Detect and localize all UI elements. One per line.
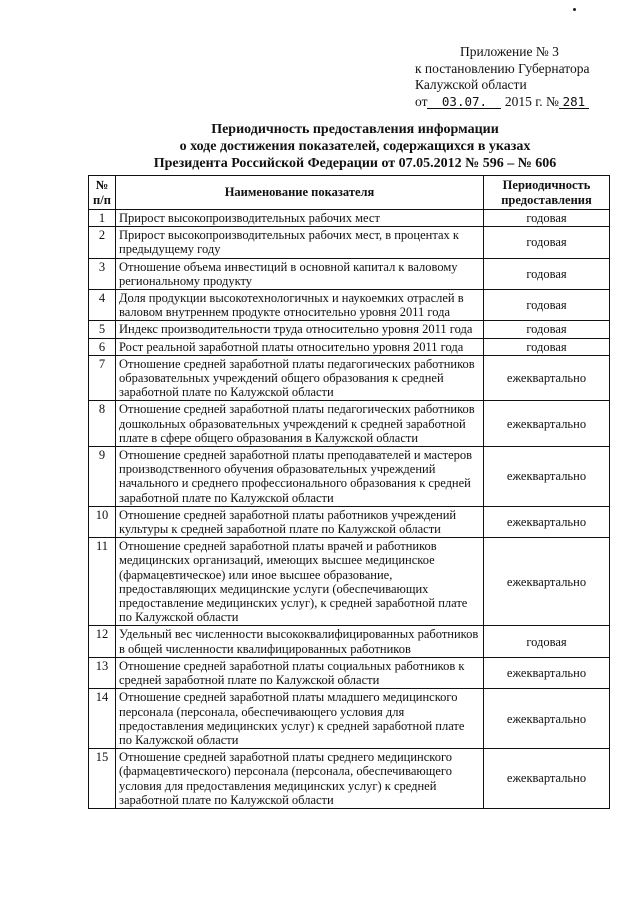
indicator-name: Отношение средней заработной платы преподавателей и мастеров производственного обучения образовательных учреждений начального и среднего профессионального образования к средней заработной плате по Калужской области: [116, 447, 484, 507]
date-value: 03.07.: [427, 95, 501, 109]
table-row: [89, 657, 610, 688]
row-periodicity: ежеквартально: [484, 401, 610, 447]
indicator-name: Прирост высокопроизводительных рабочих мест, в процентах к предыдущему году: [116, 227, 484, 258]
indicator-name: Отношение средней заработной платы среднего медицинского (фармацевтического) персонала (персонала, обеспечивающего условия для предоставления медицинских услуг) к средней заработной плате по Калужской области: [116, 749, 484, 809]
row-periodicity: ежеквартально: [484, 447, 610, 507]
indicator-name: Отношение средней заработной платы врачей и работников медицинских организаций, имеющих высшее медицинское (фармацевтическое) или иное высшее образование, предоставляющих медицинские услуги (обеспечивающих предоставление медицинских услуг), к средней заработной плате по Калужской области: [116, 538, 484, 626]
title-line-1: Периодичность предоставления информации: [211, 122, 499, 137]
appendix-date-line: [415, 94, 589, 111]
header-num: № п/п: [89, 176, 116, 210]
row-number: 8: [89, 401, 116, 447]
row-number: 11: [89, 538, 116, 626]
row-periodicity: годовая: [484, 338, 610, 355]
table-row: [89, 506, 610, 537]
row-periodicity: годовая: [484, 258, 610, 289]
row-periodicity: годовая: [484, 626, 610, 657]
row-periodicity: ежеквартально: [484, 506, 610, 537]
row-number: 4: [89, 290, 116, 321]
indicator-name: Отношение средней заработной платы младшего медицинского персонала (персонала, обеспечивающего условия для предоставления медицинских услуг) к средней заработной плате по Калужской области: [116, 689, 484, 749]
row-number: 2: [89, 227, 116, 258]
row-number: 9: [89, 447, 116, 507]
row-number: 6: [89, 338, 116, 355]
row-number: 14: [89, 689, 116, 749]
document-title: [80, 121, 630, 172]
table-row: [89, 258, 610, 289]
table-row: [89, 210, 610, 227]
table-header-row: [89, 176, 610, 210]
year-label: 2015 г. №: [504, 93, 559, 109]
table-row: [89, 355, 610, 401]
title-line-2: о ходе достижения показателей, содержащихся в указах: [179, 139, 531, 154]
row-periodicity: ежеквартально: [484, 657, 610, 688]
table-row: [89, 626, 610, 657]
row-periodicity: ежеквартально: [484, 689, 610, 749]
decree-number: 281: [559, 95, 589, 109]
table-row: [89, 401, 610, 447]
row-periodicity: ежеквартально: [484, 355, 610, 401]
table-row: [89, 227, 610, 258]
table-row: [89, 321, 610, 338]
row-number: 1: [89, 210, 116, 227]
indicator-name: Отношение средней заработной платы социальных работников к средней заработной плате по Калужской области: [116, 657, 484, 688]
indicator-name: Отношение средней заработной платы педагогических работников образовательных учреждений общего образования к средней заработной плате по Калужской области: [116, 355, 484, 401]
row-number: 5: [89, 321, 116, 338]
indicator-name: Индекс производительности труда относительно уровня 2011 года: [116, 321, 484, 338]
header-name: Наименование показателя: [116, 176, 484, 210]
appendix-decree-line: к постановлению Губернатора: [415, 60, 590, 76]
indicator-name: Отношение средней заработной платы работников учреждений культуры к средней заработной плате по Калужской области: [116, 506, 484, 537]
row-number: 15: [89, 749, 116, 809]
scan-dot-mark: [573, 8, 576, 11]
indicator-name: Прирост высокопроизводительных рабочих мест: [116, 210, 484, 227]
row-number: 13: [89, 657, 116, 688]
indicator-name: Отношение объема инвестиций в основной капитал к валовому региональному продукту: [116, 258, 484, 289]
table-row: [89, 689, 610, 749]
indicator-name: Доля продукции высокотехнологичных и наукоемких отраслей в валовом внутреннем продукте относительно уровня 2011 года: [116, 290, 484, 321]
indicator-name: Отношение средней заработной платы педагогических работников дошкольных образовательных учреждений к средней заработной плате в сфере общего образования в Калужской области: [116, 401, 484, 447]
row-number: 7: [89, 355, 116, 401]
row-periodicity: годовая: [484, 321, 610, 338]
indicator-name: Рост реальной заработной платы относительно уровня 2011 года: [116, 338, 484, 355]
row-number: 3: [89, 258, 116, 289]
title-line-3: Президента Российской Федерации от 07.05.2012 № 596 – № 606: [153, 156, 557, 171]
row-number: 10: [89, 506, 116, 537]
table-row: [89, 749, 610, 809]
appendix-title: Приложение № 3: [460, 44, 559, 59]
appendix-header: [415, 44, 589, 110]
row-periodicity: годовая: [484, 290, 610, 321]
row-number: 12: [89, 626, 116, 657]
row-periodicity: годовая: [484, 227, 610, 258]
date-prefix: от: [415, 93, 428, 109]
table-row: [89, 447, 610, 507]
header-period: Периодичность предоставления: [484, 176, 610, 210]
table-row: [89, 538, 610, 626]
appendix-region-line: Калужской области: [415, 77, 527, 92]
indicators-table: [88, 175, 610, 809]
row-periodicity: ежеквартально: [484, 538, 610, 626]
table-row: [89, 290, 610, 321]
indicator-name: Удельный вес численности высококвалифицированных работников в общей численности квалифицированных работников: [116, 626, 484, 657]
table-row: [89, 338, 610, 355]
row-periodicity: годовая: [484, 210, 610, 227]
row-periodicity: ежеквартально: [484, 749, 610, 809]
